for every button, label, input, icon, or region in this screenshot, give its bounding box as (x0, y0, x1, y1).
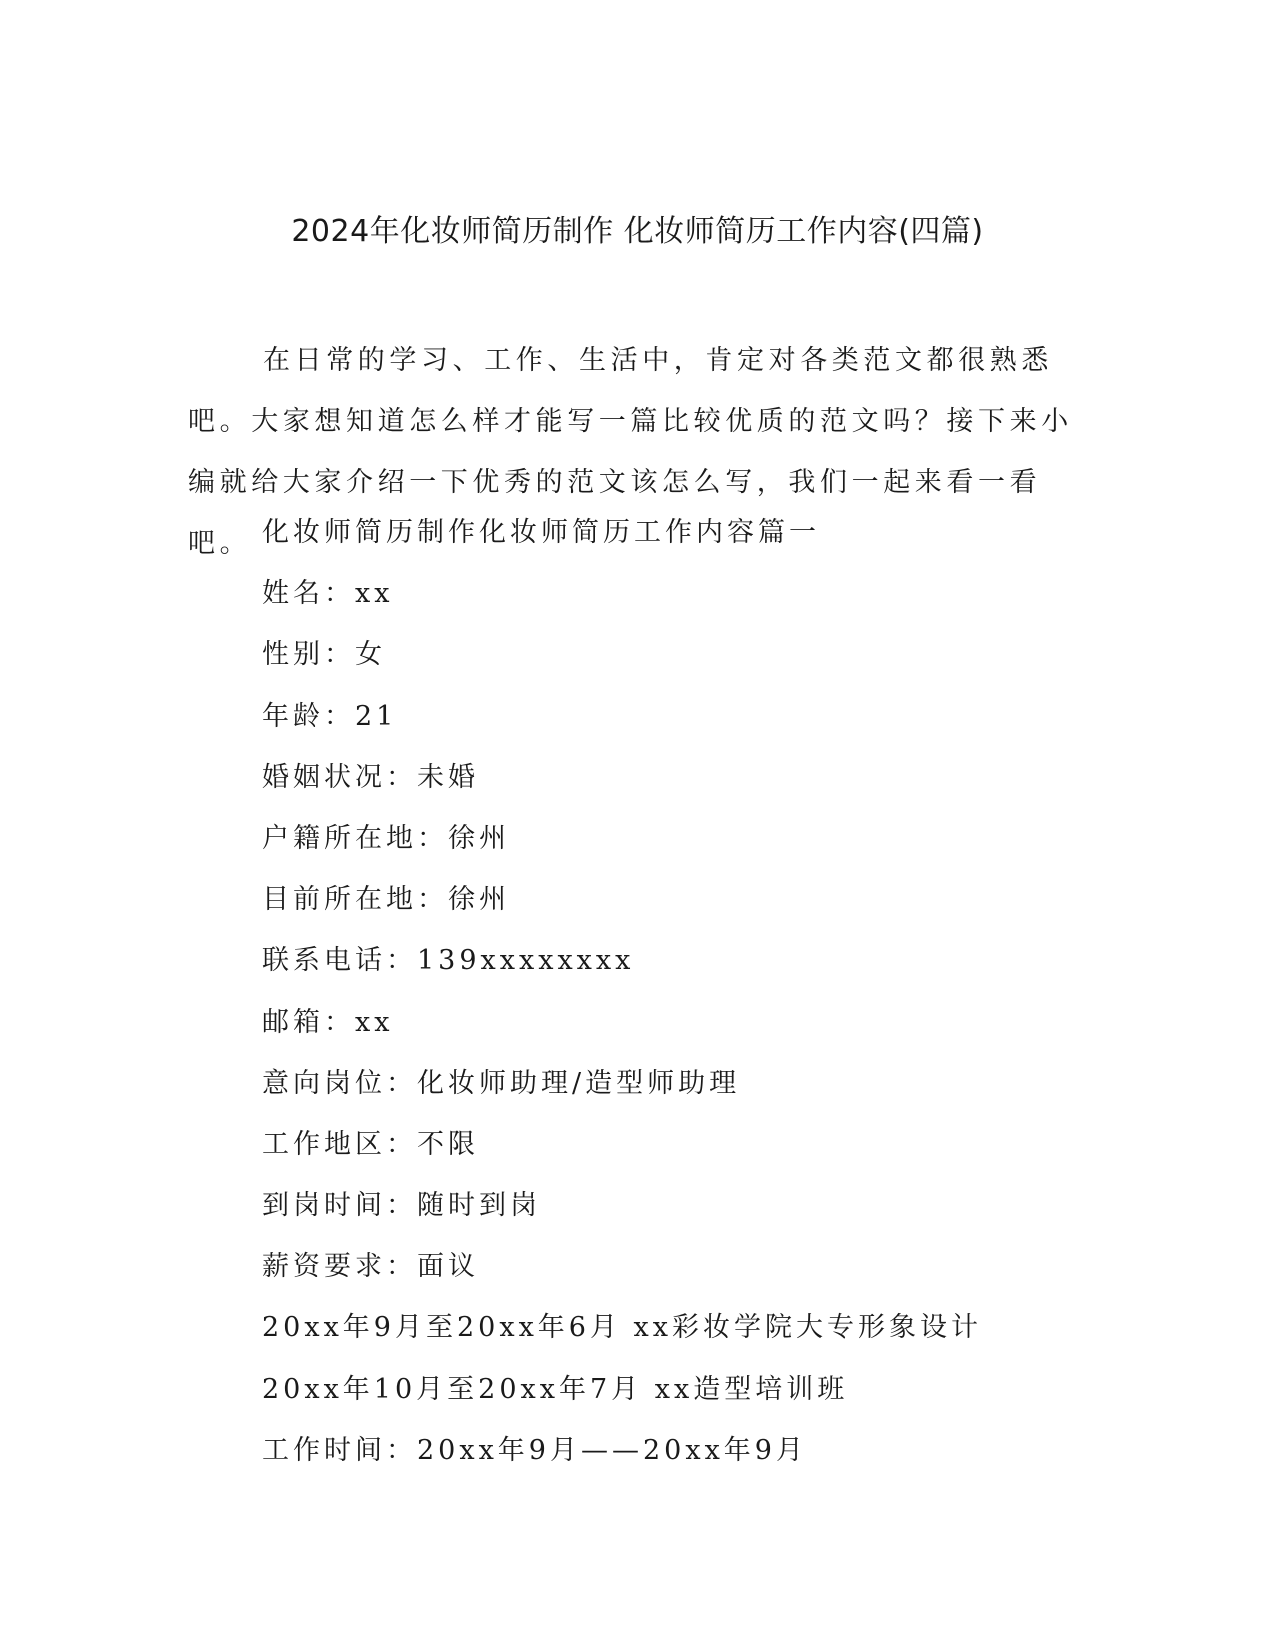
section-heading: 化妆师简历制作化妆师简历工作内容篇一 (262, 517, 820, 548)
intro-paragraph: 在日常的学习、工作、生活中，肯定对各类范文都很熟悉吧。大家想知道怎么样才能写一篇比较优质的范文吗？接下来小编就给大家介绍一下优秀的范文该怎么写，我们一起来看一看吧。 (188, 345, 1073, 559)
training-entry: 20xx年10月至20xx年7月 xx造型培训班 (262, 1373, 849, 1405)
field-age: 年龄：21 (262, 700, 398, 732)
field-work-period: 工作时间：20xx年9月——20xx年9月 (262, 1434, 807, 1466)
field-start-date: 到岗时间：随时到岗 (262, 1190, 541, 1222)
field-household-registration: 户籍所在地：徐州 (262, 822, 510, 854)
field-work-region: 工作地区：不限 (262, 1128, 479, 1160)
education-entry: 20xx年9月至20xx年6月 xx彩妆学院大专形象设计 (262, 1312, 983, 1344)
field-email: 邮箱：xx (262, 1006, 394, 1038)
field-gender: 性别：女 (262, 639, 386, 671)
field-name: 姓名：xx (262, 578, 394, 610)
field-phone: 联系电话：139xxxxxxxx (262, 945, 635, 977)
field-salary: 薪资要求：面议 (262, 1251, 479, 1283)
field-marital-status: 婚姻状况：未婚 (262, 761, 479, 793)
resume-lines (262, 509, 1122, 1488)
field-desired-position: 意向岗位：化妆师助理/造型师助理 (262, 1067, 741, 1099)
document-title: 2024年化妆师简历制作 化妆师简历工作内容(四篇) (291, 214, 984, 249)
field-current-location: 目前所在地：徐州 (262, 884, 510, 916)
